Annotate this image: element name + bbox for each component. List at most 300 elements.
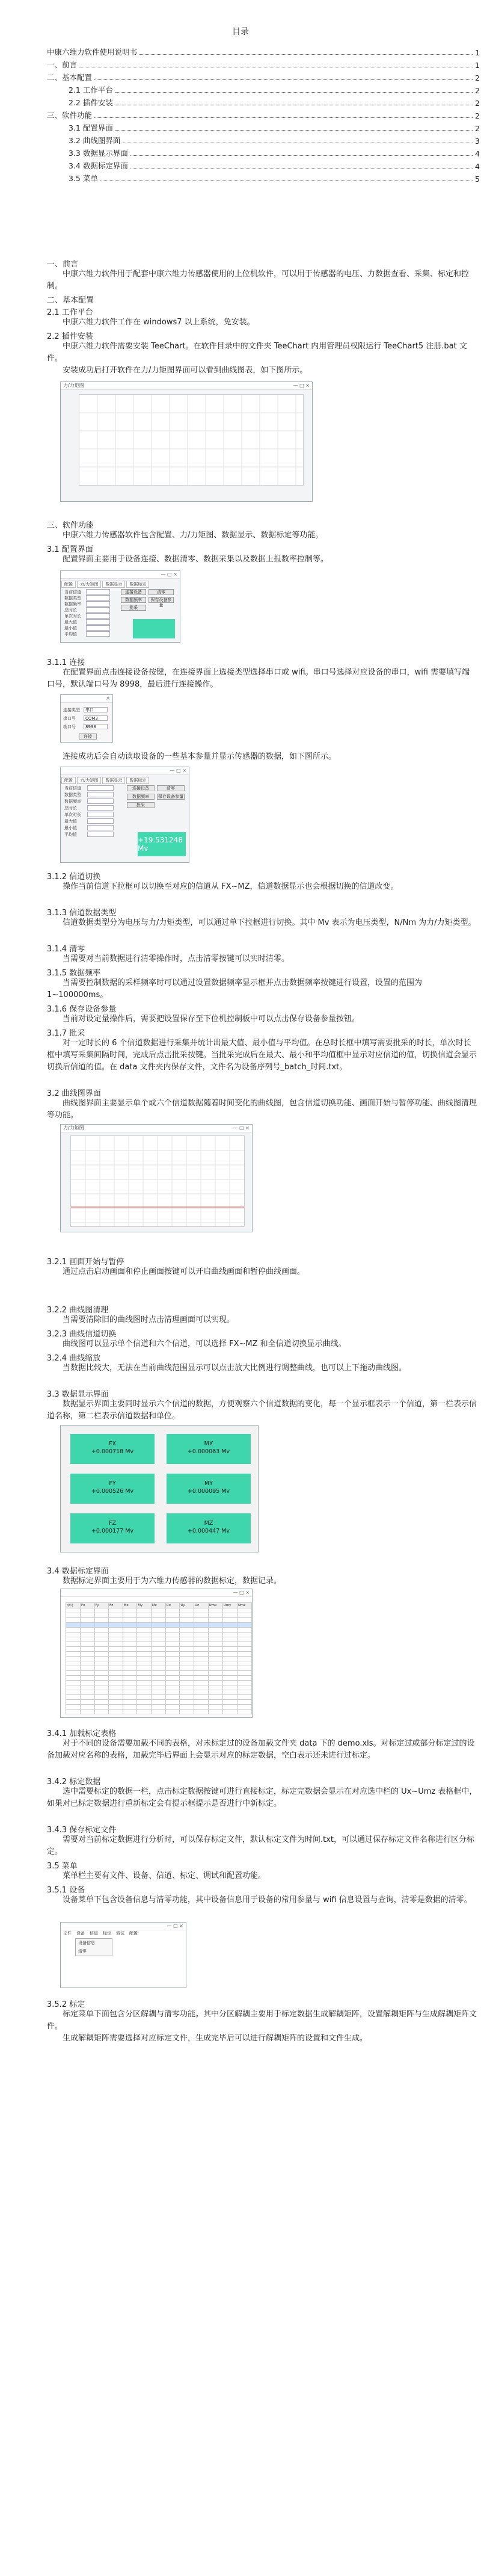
- table-cell[interactable]: [123, 1700, 137, 1705]
- table-cell[interactable]: [94, 1647, 109, 1652]
- table-cell[interactable]: [123, 1632, 137, 1637]
- table-cell[interactable]: [194, 1676, 208, 1681]
- table-cell[interactable]: [109, 1700, 123, 1705]
- table-cell[interactable]: [237, 1623, 251, 1628]
- tab[interactable]: 力/力矩图: [77, 777, 101, 784]
- table-cell[interactable]: [66, 1671, 81, 1676]
- field-input[interactable]: [87, 798, 114, 804]
- table-cell[interactable]: [165, 1700, 180, 1705]
- table-cell[interactable]: [237, 1628, 251, 1632]
- table-cell[interactable]: [109, 1632, 123, 1637]
- table-cell[interactable]: [152, 1628, 166, 1632]
- field-input[interactable]: [87, 818, 114, 824]
- table-cell[interactable]: [137, 1661, 152, 1666]
- field-input[interactable]: [87, 792, 114, 797]
- table-cell[interactable]: [137, 1690, 152, 1695]
- table-cell[interactable]: [208, 1685, 222, 1690]
- table-cell[interactable]: [152, 1666, 166, 1671]
- table-cell[interactable]: [165, 1657, 180, 1661]
- table-cell[interactable]: [165, 1710, 180, 1714]
- table-cell[interactable]: [80, 1681, 94, 1685]
- table-cell[interactable]: [180, 1608, 194, 1613]
- table-cell[interactable]: [137, 1666, 152, 1671]
- table-cell[interactable]: [123, 1642, 137, 1647]
- table-cell[interactable]: [109, 1671, 123, 1676]
- table-cell[interactable]: [80, 1671, 94, 1676]
- table-cell[interactable]: [208, 1681, 222, 1685]
- table-row[interactable]: [66, 1710, 252, 1714]
- table-cell[interactable]: [237, 1700, 251, 1705]
- field-input[interactable]: [87, 832, 114, 837]
- table-cell[interactable]: [152, 1637, 166, 1642]
- table-cell[interactable]: [66, 1676, 81, 1681]
- table-cell[interactable]: [152, 1661, 166, 1666]
- table-cell[interactable]: [94, 1695, 109, 1700]
- table-cell[interactable]: [180, 1690, 194, 1695]
- table-cell[interactable]: [94, 1710, 109, 1714]
- table-cell[interactable]: [80, 1637, 94, 1642]
- table-cell[interactable]: [109, 1685, 123, 1690]
- field-input[interactable]: 8998: [84, 724, 108, 729]
- table-cell[interactable]: [208, 1642, 222, 1647]
- table-cell[interactable]: [194, 1608, 208, 1613]
- table-cell[interactable]: [165, 1613, 180, 1618]
- field-input[interactable]: [86, 595, 110, 601]
- config-button[interactable]: 清零: [157, 785, 185, 791]
- table-row[interactable]: [66, 1637, 252, 1642]
- config-button[interactable]: 连接设备: [121, 589, 146, 595]
- table-cell[interactable]: [194, 1681, 208, 1685]
- table-cell[interactable]: [66, 1661, 81, 1666]
- field-input[interactable]: [86, 631, 110, 637]
- table-cell[interactable]: [109, 1637, 123, 1642]
- table-cell[interactable]: [208, 1613, 222, 1618]
- table-cell[interactable]: [237, 1642, 251, 1647]
- table-cell[interactable]: [94, 1657, 109, 1661]
- table-cell[interactable]: [66, 1613, 81, 1618]
- table-row[interactable]: [66, 1681, 252, 1685]
- table-cell[interactable]: [194, 1695, 208, 1700]
- table-cell[interactable]: [208, 1657, 222, 1661]
- table-cell[interactable]: [94, 1618, 109, 1623]
- table-cell[interactable]: [137, 1628, 152, 1632]
- table-cell[interactable]: [94, 1705, 109, 1710]
- table-cell[interactable]: [152, 1618, 166, 1623]
- table-cell[interactable]: [94, 1671, 109, 1676]
- table-row[interactable]: [66, 1647, 252, 1652]
- table-cell[interactable]: [123, 1685, 137, 1690]
- table-cell[interactable]: [222, 1608, 237, 1613]
- table-cell[interactable]: [222, 1632, 237, 1637]
- table-cell[interactable]: [165, 1671, 180, 1676]
- menu-item[interactable]: 调试: [116, 1931, 124, 1936]
- config-button[interactable]: 数据频率: [127, 794, 155, 800]
- table-cell[interactable]: [109, 1608, 123, 1613]
- table-cell[interactable]: [180, 1661, 194, 1666]
- table-cell[interactable]: [80, 1695, 94, 1700]
- table-cell[interactable]: [137, 1657, 152, 1661]
- table-cell[interactable]: [165, 1705, 180, 1710]
- toc-entry[interactable]: [47, 171, 480, 184]
- table-cell[interactable]: [194, 1671, 208, 1676]
- table-cell[interactable]: [152, 1685, 166, 1690]
- table-cell[interactable]: [137, 1632, 152, 1637]
- table-cell[interactable]: [152, 1652, 166, 1657]
- field-input[interactable]: COM3: [84, 715, 108, 721]
- table-cell[interactable]: [194, 1685, 208, 1690]
- table-cell[interactable]: [194, 1637, 208, 1642]
- table-cell[interactable]: [66, 1652, 81, 1657]
- tab[interactable]: 数据标定: [126, 777, 149, 784]
- table-cell[interactable]: [237, 1676, 251, 1681]
- table-cell[interactable]: [180, 1695, 194, 1700]
- table-cell[interactable]: [80, 1623, 94, 1628]
- table-cell[interactable]: [80, 1666, 94, 1671]
- table-cell[interactable]: [222, 1666, 237, 1671]
- menu-item[interactable]: 信道: [90, 1931, 98, 1936]
- table-cell[interactable]: [137, 1705, 152, 1710]
- table-cell[interactable]: [237, 1613, 251, 1618]
- table-cell[interactable]: [237, 1685, 251, 1690]
- table-cell[interactable]: [180, 1613, 194, 1618]
- table-cell[interactable]: [94, 1642, 109, 1647]
- table-cell[interactable]: [137, 1608, 152, 1613]
- table-cell[interactable]: [194, 1700, 208, 1705]
- table-cell[interactable]: [80, 1690, 94, 1695]
- toc-entry[interactable]: [47, 57, 480, 70]
- table-cell[interactable]: [237, 1666, 251, 1671]
- table-cell[interactable]: [94, 1652, 109, 1657]
- table-cell[interactable]: [180, 1685, 194, 1690]
- table-cell[interactable]: [180, 1671, 194, 1676]
- table-cell[interactable]: [66, 1623, 81, 1628]
- table-cell[interactable]: [80, 1618, 94, 1623]
- table-cell[interactable]: [222, 1705, 237, 1710]
- table-cell[interactable]: [180, 1676, 194, 1681]
- table-cell[interactable]: [109, 1681, 123, 1685]
- table-cell[interactable]: [123, 1652, 137, 1657]
- table-cell[interactable]: [152, 1695, 166, 1700]
- table-cell[interactable]: [165, 1690, 180, 1695]
- table-cell[interactable]: [109, 1705, 123, 1710]
- toc-entry[interactable]: [47, 45, 480, 57]
- table-cell[interactable]: [165, 1637, 180, 1642]
- table-cell[interactable]: [94, 1700, 109, 1705]
- table-cell[interactable]: [194, 1618, 208, 1623]
- table-cell[interactable]: [208, 1710, 222, 1714]
- field-input[interactable]: [87, 812, 114, 817]
- table-cell[interactable]: [208, 1676, 222, 1681]
- table-row[interactable]: [66, 1608, 252, 1613]
- table-cell[interactable]: [152, 1632, 166, 1637]
- table-cell[interactable]: [152, 1710, 166, 1714]
- table-row[interactable]: [66, 1623, 252, 1628]
- table-cell[interactable]: [152, 1642, 166, 1647]
- table-cell[interactable]: [66, 1628, 81, 1632]
- table-cell[interactable]: [152, 1681, 166, 1685]
- table-cell[interactable]: [237, 1695, 251, 1700]
- table-cell[interactable]: [208, 1661, 222, 1666]
- table-row[interactable]: [66, 1690, 252, 1695]
- table-cell[interactable]: [66, 1666, 81, 1671]
- menu-item[interactable]: 标定: [103, 1931, 111, 1936]
- table-cell[interactable]: [222, 1652, 237, 1657]
- table-cell[interactable]: [208, 1690, 222, 1695]
- table-cell[interactable]: [180, 1681, 194, 1685]
- table-cell[interactable]: [66, 1608, 81, 1613]
- table-cell[interactable]: [194, 1657, 208, 1661]
- menu-item[interactable]: 设备: [76, 1931, 85, 1936]
- table-cell[interactable]: [94, 1608, 109, 1613]
- table-cell[interactable]: [180, 1618, 194, 1623]
- table-cell[interactable]: [66, 1657, 81, 1661]
- table-cell[interactable]: [94, 1681, 109, 1685]
- table-cell[interactable]: [123, 1618, 137, 1623]
- table-cell[interactable]: [237, 1608, 251, 1613]
- table-row[interactable]: [66, 1657, 252, 1661]
- table-cell[interactable]: [180, 1700, 194, 1705]
- table-cell[interactable]: [180, 1632, 194, 1637]
- table-cell[interactable]: [123, 1695, 137, 1700]
- table-cell[interactable]: [165, 1608, 180, 1613]
- table-cell[interactable]: [123, 1676, 137, 1681]
- config-button[interactable]: 批采: [121, 605, 146, 611]
- table-cell[interactable]: [208, 1628, 222, 1632]
- table-cell[interactable]: [66, 1700, 81, 1705]
- tab[interactable]: 配置: [61, 777, 76, 784]
- table-cell[interactable]: [66, 1685, 81, 1690]
- table-row[interactable]: [66, 1642, 252, 1647]
- table-cell[interactable]: [137, 1652, 152, 1657]
- table-cell[interactable]: [123, 1705, 137, 1710]
- table-cell[interactable]: [222, 1710, 237, 1714]
- table-cell[interactable]: [194, 1623, 208, 1628]
- config-button[interactable]: 保存设备参量: [149, 597, 174, 603]
- table-cell[interactable]: [222, 1657, 237, 1661]
- table-cell[interactable]: [66, 1632, 81, 1637]
- table-cell[interactable]: [80, 1652, 94, 1657]
- config-button[interactable]: 批采: [127, 802, 155, 808]
- toc-entry[interactable]: [47, 82, 480, 95]
- table-cell[interactable]: [194, 1690, 208, 1695]
- table-cell[interactable]: [109, 1661, 123, 1666]
- table-cell[interactable]: [123, 1613, 137, 1618]
- table-row[interactable]: [66, 1676, 252, 1681]
- table-cell[interactable]: [222, 1661, 237, 1666]
- table-cell[interactable]: [165, 1628, 180, 1632]
- table-cell[interactable]: [237, 1690, 251, 1695]
- table-cell[interactable]: [208, 1652, 222, 1657]
- table-cell[interactable]: [66, 1705, 81, 1710]
- table-cell[interactable]: [109, 1710, 123, 1714]
- table-cell[interactable]: [80, 1608, 94, 1613]
- table-cell[interactable]: [66, 1695, 81, 1700]
- table-cell[interactable]: [152, 1671, 166, 1676]
- table-cell[interactable]: [109, 1676, 123, 1681]
- table-cell[interactable]: [208, 1666, 222, 1671]
- table-cell[interactable]: [137, 1642, 152, 1647]
- table-cell[interactable]: [194, 1710, 208, 1714]
- table-cell[interactable]: [237, 1632, 251, 1637]
- table-row[interactable]: [66, 1632, 252, 1637]
- table-cell[interactable]: [222, 1695, 237, 1700]
- table-cell[interactable]: [94, 1623, 109, 1628]
- table-cell[interactable]: [180, 1705, 194, 1710]
- table-cell[interactable]: [109, 1628, 123, 1632]
- table-cell[interactable]: [123, 1671, 137, 1676]
- table-cell[interactable]: [66, 1690, 81, 1695]
- table-cell[interactable]: [165, 1676, 180, 1681]
- table-cell[interactable]: [180, 1710, 194, 1714]
- table-cell[interactable]: [180, 1657, 194, 1661]
- table-cell[interactable]: [222, 1671, 237, 1676]
- table-cell[interactable]: [194, 1613, 208, 1618]
- table-cell[interactable]: [137, 1623, 152, 1628]
- toc-entry[interactable]: [47, 95, 480, 108]
- tab[interactable]: 力/力矩图: [77, 581, 101, 588]
- table-cell[interactable]: [66, 1637, 81, 1642]
- table-cell[interactable]: [94, 1637, 109, 1642]
- table-cell[interactable]: [165, 1681, 180, 1685]
- table-cell[interactable]: [80, 1647, 94, 1652]
- table-cell[interactable]: [123, 1623, 137, 1628]
- table-cell[interactable]: [222, 1685, 237, 1690]
- table-row[interactable]: [66, 1628, 252, 1632]
- tab[interactable]: 数据显示: [102, 777, 125, 784]
- table-cell[interactable]: [152, 1608, 166, 1613]
- table-cell[interactable]: [237, 1652, 251, 1657]
- table-cell[interactable]: [208, 1637, 222, 1642]
- table-cell[interactable]: [165, 1661, 180, 1666]
- field-input[interactable]: [86, 607, 110, 613]
- table-row[interactable]: [66, 1661, 252, 1666]
- table-cell[interactable]: [208, 1695, 222, 1700]
- table-cell[interactable]: [152, 1613, 166, 1618]
- table-row[interactable]: [66, 1671, 252, 1676]
- table-row[interactable]: [66, 1695, 252, 1700]
- table-cell[interactable]: [180, 1647, 194, 1652]
- table-cell[interactable]: [109, 1618, 123, 1623]
- table-cell[interactable]: [165, 1642, 180, 1647]
- submenu-item[interactable]: 清零: [78, 1949, 87, 1954]
- table-cell[interactable]: [109, 1690, 123, 1695]
- connect-button[interactable]: 连接: [79, 734, 97, 740]
- table-cell[interactable]: [194, 1647, 208, 1652]
- table-cell[interactable]: [152, 1647, 166, 1652]
- table-cell[interactable]: [123, 1637, 137, 1642]
- table-row[interactable]: [66, 1652, 252, 1657]
- toc-entry[interactable]: [47, 158, 480, 171]
- table-cell[interactable]: [194, 1666, 208, 1671]
- tab[interactable]: 配置: [61, 581, 76, 588]
- table-cell[interactable]: [123, 1690, 137, 1695]
- table-cell[interactable]: [94, 1685, 109, 1690]
- table-cell[interactable]: [165, 1652, 180, 1657]
- table-cell[interactable]: [109, 1613, 123, 1618]
- table-cell[interactable]: [165, 1618, 180, 1623]
- table-cell[interactable]: [208, 1705, 222, 1710]
- table-cell[interactable]: [208, 1647, 222, 1652]
- tab[interactable]: 数据显示: [102, 581, 125, 588]
- table-cell[interactable]: [180, 1642, 194, 1647]
- config-button[interactable]: 连接设备: [127, 785, 155, 791]
- config-button[interactable]: 清零: [149, 589, 174, 595]
- table-cell[interactable]: [109, 1623, 123, 1628]
- table-cell[interactable]: [80, 1710, 94, 1714]
- table-cell[interactable]: [94, 1690, 109, 1695]
- table-cell[interactable]: [237, 1671, 251, 1676]
- table-cell[interactable]: [222, 1690, 237, 1695]
- table-cell[interactable]: [165, 1666, 180, 1671]
- table-cell[interactable]: [237, 1661, 251, 1666]
- table-cell[interactable]: [222, 1700, 237, 1705]
- table-cell[interactable]: [80, 1642, 94, 1647]
- toc-entry[interactable]: [47, 133, 480, 146]
- toc-entry[interactable]: [47, 120, 480, 133]
- table-cell[interactable]: [180, 1652, 194, 1657]
- table-cell[interactable]: [165, 1685, 180, 1690]
- table-cell[interactable]: [80, 1613, 94, 1618]
- table-cell[interactable]: [152, 1623, 166, 1628]
- table-cell[interactable]: [180, 1666, 194, 1671]
- table-cell[interactable]: [94, 1613, 109, 1618]
- table-cell[interactable]: [137, 1700, 152, 1705]
- table-cell[interactable]: [194, 1705, 208, 1710]
- field-input[interactable]: [86, 589, 110, 595]
- table-cell[interactable]: [208, 1618, 222, 1623]
- table-cell[interactable]: [237, 1657, 251, 1661]
- table-cell[interactable]: [222, 1623, 237, 1628]
- table-row[interactable]: [66, 1666, 252, 1671]
- table-cell[interactable]: [94, 1628, 109, 1632]
- table-cell[interactable]: [222, 1613, 237, 1618]
- field-input[interactable]: [86, 613, 110, 619]
- table-cell[interactable]: [137, 1676, 152, 1681]
- table-cell[interactable]: [80, 1685, 94, 1690]
- table-cell[interactable]: [208, 1700, 222, 1705]
- table-cell[interactable]: [80, 1700, 94, 1705]
- table-cell[interactable]: [94, 1666, 109, 1671]
- submenu-item[interactable]: 设备信息: [78, 1941, 95, 1945]
- table-cell[interactable]: [165, 1623, 180, 1628]
- field-input[interactable]: [86, 619, 110, 625]
- table-cell[interactable]: [123, 1681, 137, 1685]
- table-cell[interactable]: [123, 1647, 137, 1652]
- table-cell[interactable]: [137, 1671, 152, 1676]
- table-cell[interactable]: [194, 1632, 208, 1637]
- table-cell[interactable]: [137, 1637, 152, 1642]
- table-cell[interactable]: [222, 1637, 237, 1642]
- table-cell[interactable]: [208, 1608, 222, 1613]
- table-row[interactable]: [66, 1618, 252, 1623]
- table-cell[interactable]: [165, 1695, 180, 1700]
- menu-item[interactable]: 文件: [63, 1931, 72, 1936]
- table-cell[interactable]: [208, 1632, 222, 1637]
- table-cell[interactable]: [109, 1647, 123, 1652]
- table-cell[interactable]: [180, 1628, 194, 1632]
- table-cell[interactable]: [109, 1657, 123, 1661]
- table-cell[interactable]: [222, 1676, 237, 1681]
- table-cell[interactable]: [137, 1681, 152, 1685]
- table-cell[interactable]: [165, 1647, 180, 1652]
- table-cell[interactable]: [180, 1623, 194, 1628]
- table-row[interactable]: [66, 1700, 252, 1705]
- table-cell[interactable]: [237, 1637, 251, 1642]
- table-cell[interactable]: [237, 1618, 251, 1623]
- table-cell[interactable]: [80, 1676, 94, 1681]
- table-cell[interactable]: [109, 1642, 123, 1647]
- table-cell[interactable]: [222, 1647, 237, 1652]
